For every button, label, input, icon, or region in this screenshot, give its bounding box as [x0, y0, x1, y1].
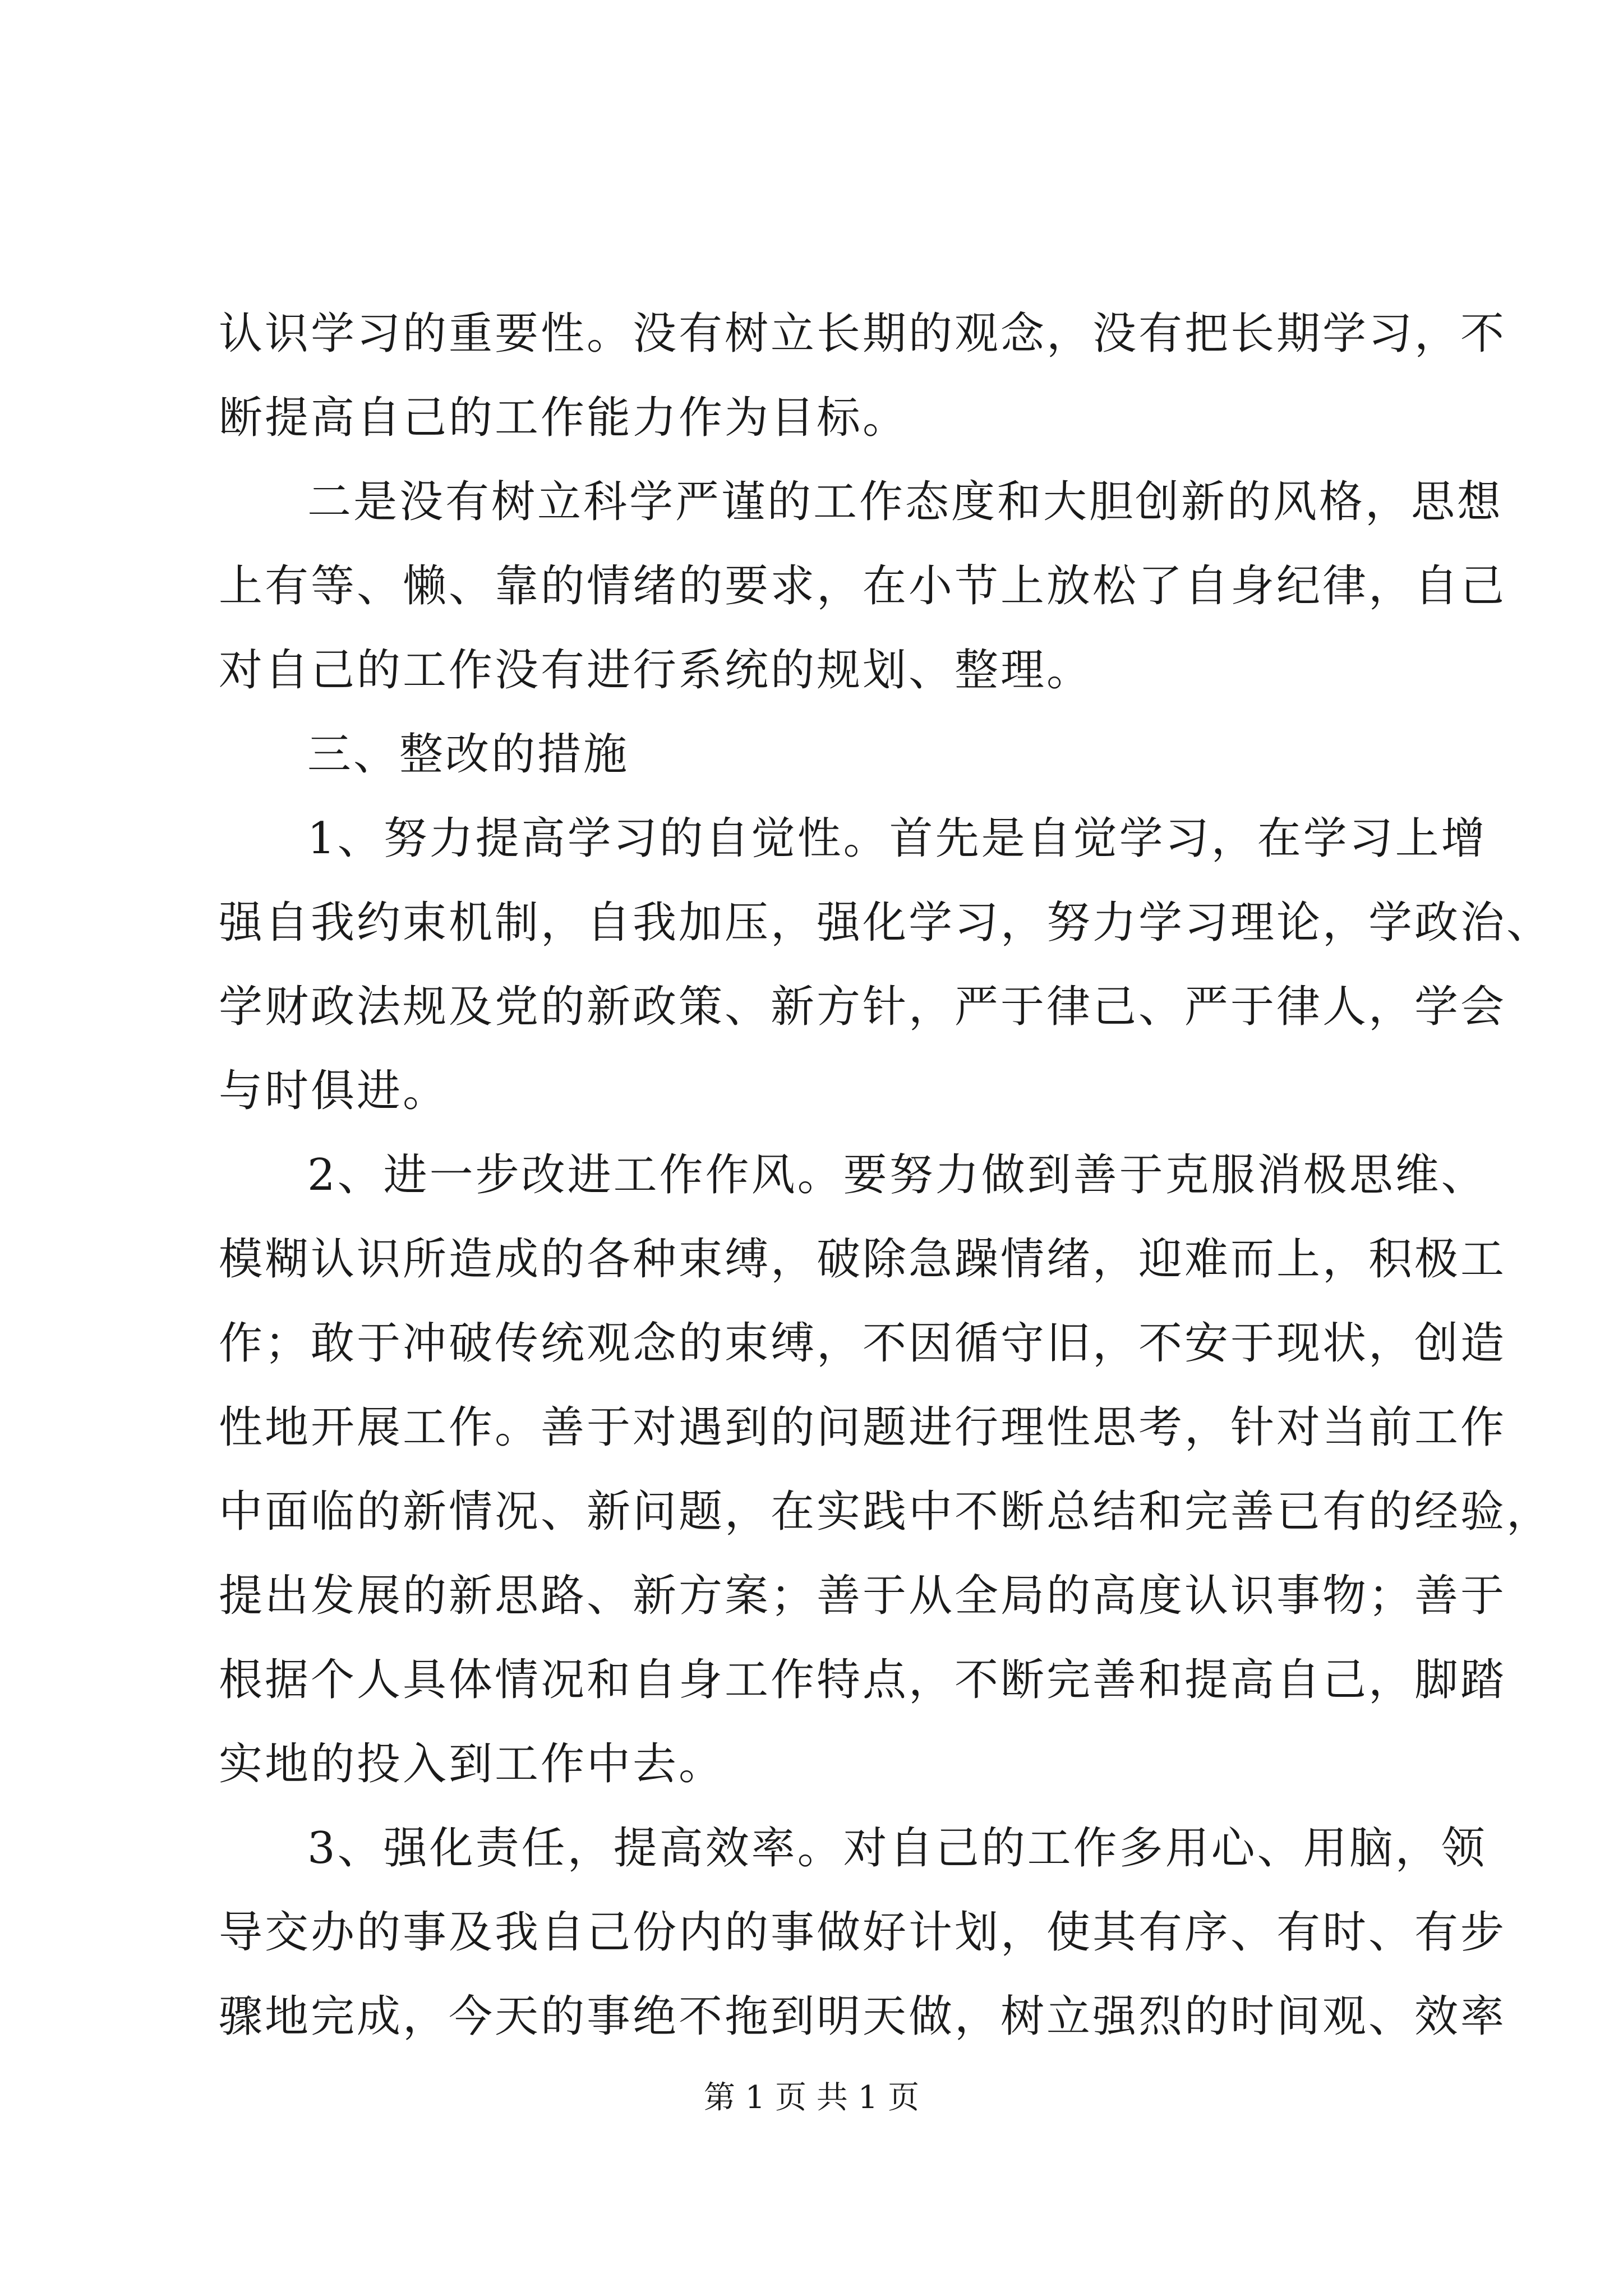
- text-line: 中面临的新情况、新问题，在实践中不断总结和完善已有的经验，: [219, 1487, 1553, 1537]
- text-line: 断提高自己的工作能力作为目标。: [219, 393, 909, 443]
- text-line: 模糊认识所造成的各种束缚，破除急躁情绪，迎难而上，积极工: [219, 1234, 1507, 1285]
- page-footer: 第 1 页 共 1 页: [703, 2079, 920, 2116]
- text-line: 1、努力提高学习的自觉性。首先是自觉学习，在学习上增: [307, 813, 1487, 864]
- text-line: 骤地完成，今天的事绝不拖到明天做，树立强烈的时间观、效率: [219, 1991, 1507, 2042]
- text-line: 实地的投入到工作中去。: [219, 1739, 725, 1789]
- text-line: 对自己的工作没有进行系统的规划、整理。: [219, 645, 1093, 696]
- text-line: 三、整改的措施: [307, 729, 630, 780]
- text-line: 3、强化责任，提高效率。对自己的工作多用心、用脑，领: [307, 1823, 1487, 1874]
- text-line: 与时俱进。: [219, 1066, 449, 1116]
- text-line: 上有等、懒、靠的情绪的要求，在小节上放松了自身纪律，自己: [219, 561, 1507, 611]
- text-line: 2、进一步改进工作作风。要努力做到善于克服消极思维、: [307, 1150, 1487, 1200]
- text-line: 根据个人具体情况和自身工作特点，不断完善和提高自己，脚踏: [219, 1655, 1507, 1705]
- text-line: 强自我约束机制，自我加压，强化学习，努力学习理论，学政治、: [219, 898, 1553, 948]
- text-line: 学财政法规及党的新政策、新方针，严于律己、严于律人，学会: [219, 982, 1507, 1032]
- text-line: 提出发展的新思路、新方案；善于从全局的高度认识事物；善于: [219, 1571, 1507, 1621]
- text-line: 导交办的事及我自己份内的事做好计划，使其有序、有时、有步: [219, 1907, 1507, 1958]
- text-line: 作；敢于冲破传统观念的束缚，不因循守旧，不安于现状，创造: [219, 1318, 1507, 1369]
- document-body: [219, 292, 1553, 2059]
- text-line: 认识学习的重要性。没有树立长期的观念，没有把长期学习，不: [219, 309, 1507, 359]
- text-line: 二是没有树立科学严谨的工作态度和大胆创新的风格，思想: [307, 477, 1504, 527]
- text-line: 性地开展工作。善于对遇到的问题进行理性思考，针对当前工作: [219, 1402, 1507, 1453]
